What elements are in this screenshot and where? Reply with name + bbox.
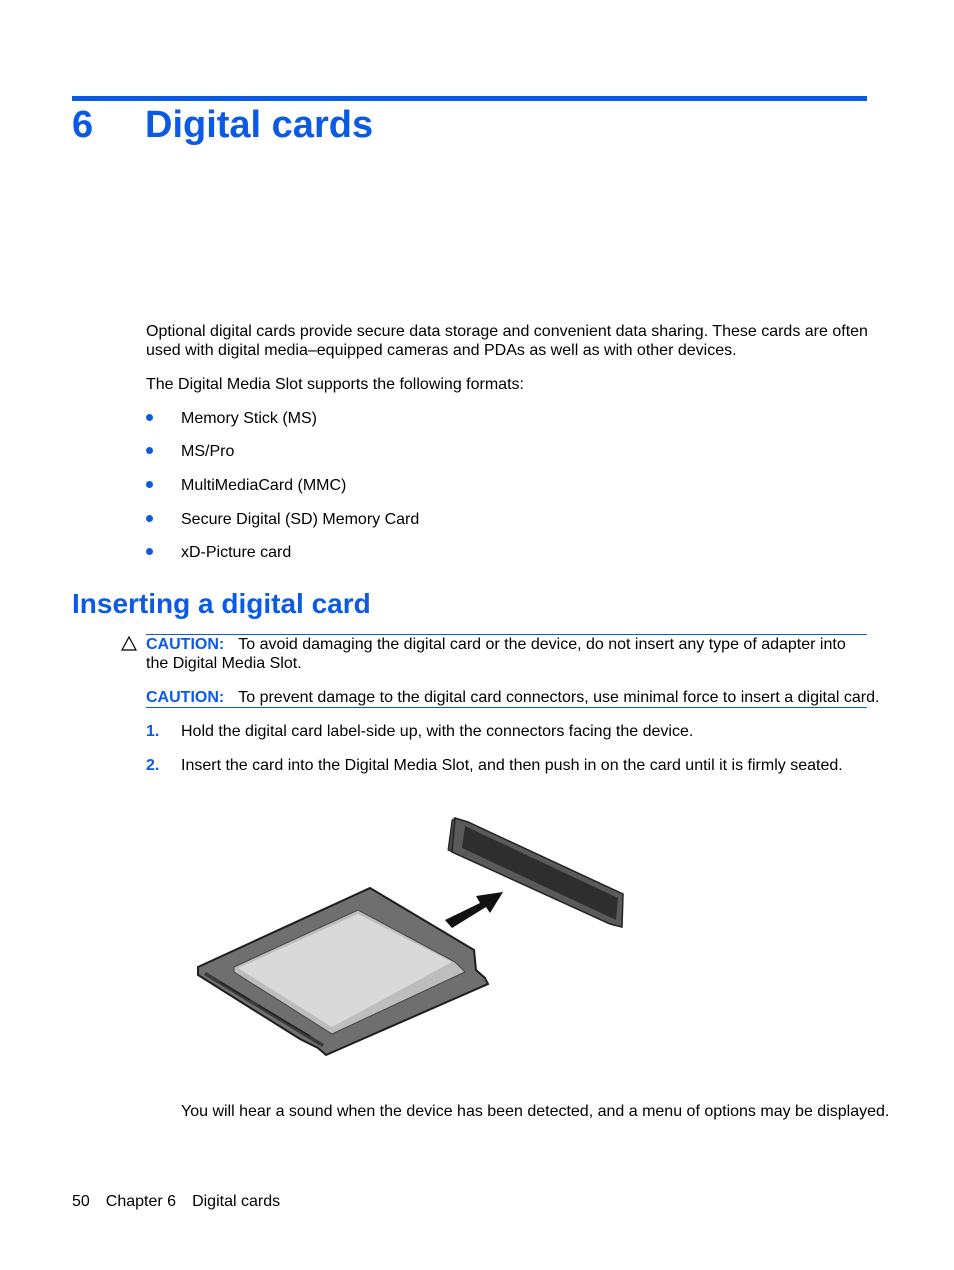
bullet-icon [146, 481, 153, 488]
footer-chapter: Chapter 6 [105, 1193, 177, 1210]
card-insertion-illustration [190, 812, 630, 1067]
step-text: Insert the card into the Digital Media Slot, and then push in on the card until it is firmly seated. [181, 757, 843, 774]
insert-arrow [445, 892, 503, 928]
caution-label: CAUTION: [146, 689, 225, 706]
caution-note [146, 635, 868, 673]
list-item: MS/Pro [146, 442, 234, 461]
step-number: 2. [146, 757, 160, 774]
intro-paragraph: Optional digital cards provide secure data storage and convenient data sharing. These cards are often used with digital media–equipped cameras and PDAs as well as with other devices. [146, 323, 868, 359]
list-item: MultiMediaCard (MMC) [146, 476, 346, 495]
bullet-icon [146, 414, 153, 421]
bullet-icon [146, 548, 153, 555]
caution-label: CAUTION: [146, 636, 225, 653]
page-footer [72, 1193, 296, 1211]
list-item: Memory Stick (MS) [146, 409, 317, 428]
caution-text: To avoid damaging the digital card or the device, do not insert any type of adapter into the Digital Media Slot. [146, 636, 846, 672]
step-item [146, 722, 693, 741]
warning-triangle-icon [121, 636, 137, 656]
list-item: Secure Digital (SD) Memory Card [146, 510, 419, 529]
step-text: Hold the digital card label-side up, with the connectors facing the device. [181, 723, 694, 740]
bullet-icon [146, 515, 153, 522]
footer-title: Digital cards [192, 1193, 281, 1210]
chapter-title: Digital cards [145, 104, 374, 146]
bullet-icon [146, 447, 153, 454]
caution-rule [146, 707, 867, 708]
step-item [146, 756, 843, 775]
step-number: 1. [146, 723, 160, 740]
sd-card [198, 888, 488, 1055]
section-title: Inserting a digital card [72, 588, 371, 619]
caution-note [146, 688, 880, 707]
list-item: xD-Picture card [146, 543, 291, 562]
chapter-heading [72, 104, 373, 147]
formats-intro: The Digital Media Slot supports the following formats: [146, 376, 524, 393]
chapter-number: 6 [72, 104, 94, 146]
chapter-rule [72, 96, 867, 101]
caution-text: To prevent damage to the digital card connectors, use minimal force to insert a digital card. [238, 689, 880, 706]
result-paragraph: You will hear a sound when the device has been detected, and a menu of options may be displayed. [181, 1103, 890, 1120]
page-number: 50 [72, 1193, 90, 1210]
